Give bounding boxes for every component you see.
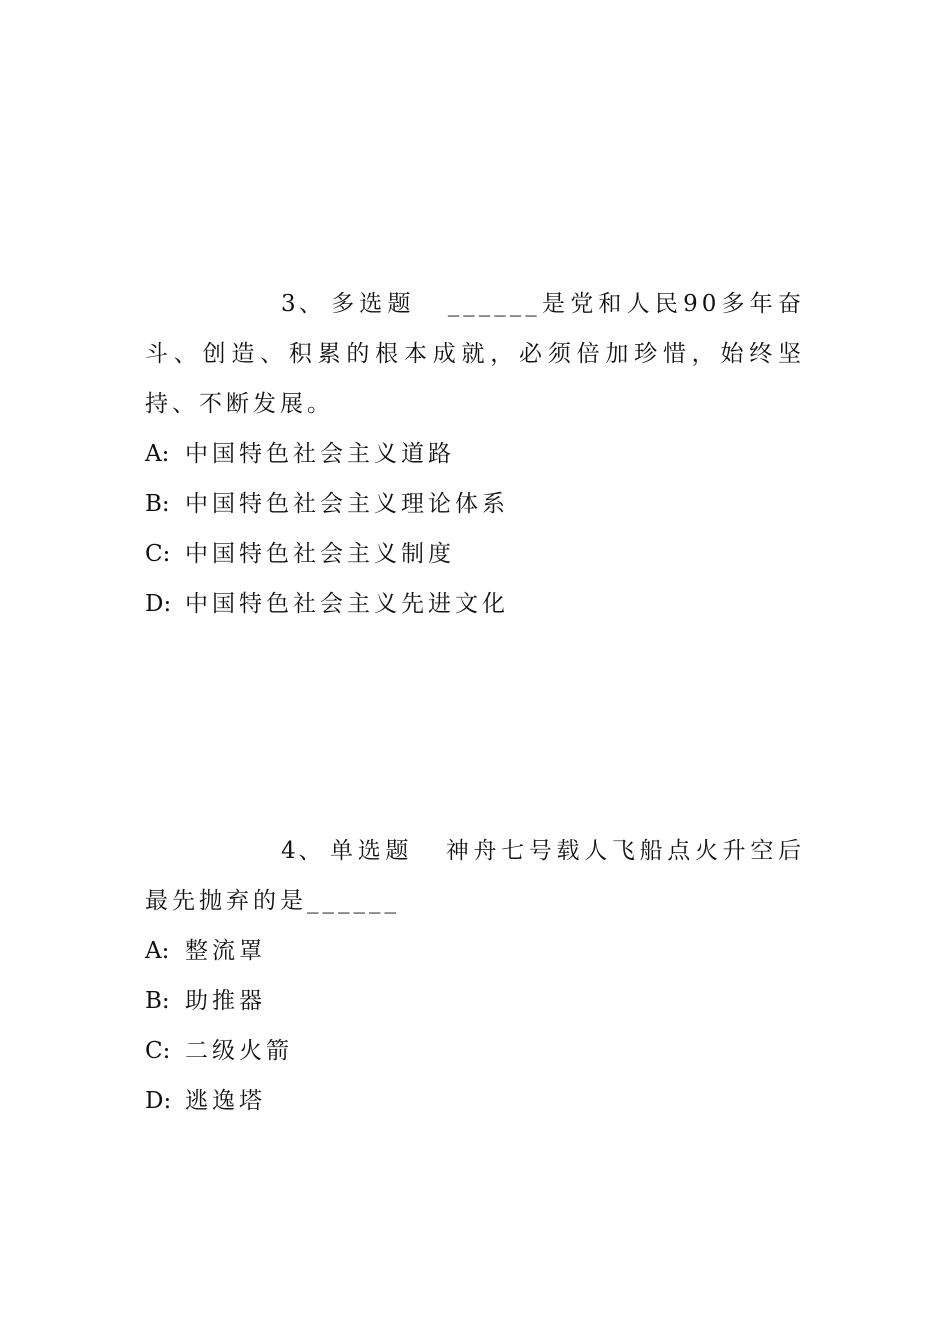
option-text: 中国特色社会主义道路 xyxy=(185,441,455,467)
option-text: 中国特色社会主义理论体系 xyxy=(185,491,509,517)
option-list xyxy=(145,429,805,629)
option-b xyxy=(145,976,805,1026)
question-stem xyxy=(145,279,805,429)
question-3 xyxy=(145,279,805,629)
question-text: 神舟七号载人飞船点火升空后最先抛弃的是______ xyxy=(145,838,806,914)
option-a xyxy=(145,429,805,479)
option-a xyxy=(145,926,805,976)
option-key: B: xyxy=(145,491,170,517)
option-b xyxy=(145,479,805,529)
option-text: 整流罩 xyxy=(185,938,266,964)
option-c xyxy=(145,1026,805,1076)
question-text: ______是党和人民90多年奋斗、创造、积累的根本成就，必须倍加珍惜，始终坚持、不断发展。 xyxy=(145,291,805,417)
question-type: 单选题 xyxy=(330,838,414,864)
question-number: 4、 xyxy=(281,838,325,864)
option-text: 二级火箭 xyxy=(185,1038,293,1064)
option-key: C: xyxy=(145,541,171,567)
option-key: D: xyxy=(145,591,172,617)
option-key: B: xyxy=(145,988,170,1014)
option-d xyxy=(145,1076,805,1126)
question-stem xyxy=(145,826,805,926)
option-text: 中国特色社会主义先进文化 xyxy=(185,591,509,617)
option-d xyxy=(145,579,805,629)
option-text: 逃逸塔 xyxy=(185,1088,266,1114)
question-4 xyxy=(145,826,805,1126)
option-key: D: xyxy=(145,1088,172,1114)
option-key: A: xyxy=(145,441,170,467)
option-text: 助推器 xyxy=(185,988,266,1014)
option-key: A: xyxy=(145,938,170,964)
option-text: 中国特色社会主义制度 xyxy=(185,541,455,567)
option-list xyxy=(145,926,805,1126)
option-key: C: xyxy=(145,1038,171,1064)
question-number: 3、 xyxy=(281,291,326,317)
option-c xyxy=(145,529,805,579)
question-type: 多选题 xyxy=(331,291,416,317)
